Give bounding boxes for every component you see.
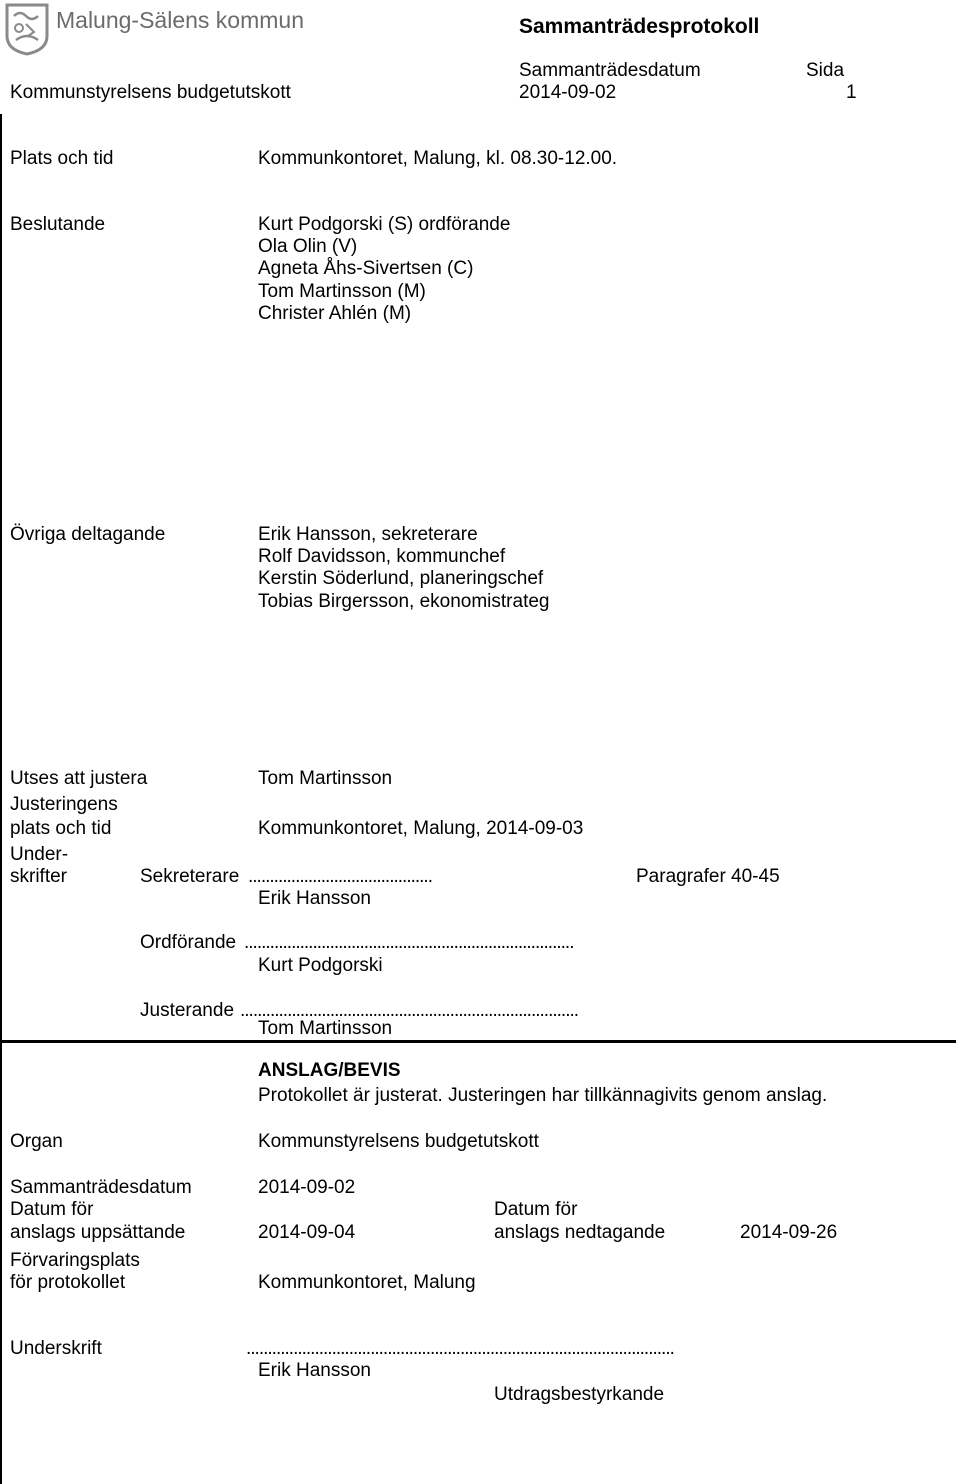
other-participant: Erik Hansson, sekreterare xyxy=(258,524,478,545)
adjuster-signature-line: ............................................................................... xyxy=(240,1000,579,1021)
adjuster-sign-label: Justerande xyxy=(140,1000,235,1021)
paragraphs-range: Paragrafer 40-45 xyxy=(636,866,780,887)
deciding-member: Ola Olin (V) xyxy=(258,236,358,257)
adjuster-label: Utses att justera xyxy=(10,768,148,789)
notice-heading: ANSLAG/BEVIS xyxy=(258,1060,401,1081)
notice-divider xyxy=(2,1040,956,1043)
removal-date-label: Datum för xyxy=(494,1199,578,1220)
meeting-date-label: Sammanträdesdatum xyxy=(519,60,701,81)
posting-date-value: 2014-09-04 xyxy=(258,1222,356,1243)
chair-label: Ordförande xyxy=(140,932,237,953)
chair-signature-line: ............................................................................. xyxy=(244,932,574,953)
certifier-label: Utdragsbestyrkande xyxy=(494,1384,665,1405)
notice-meeting-date-label: Sammanträdesdatum xyxy=(10,1177,192,1198)
meeting-date-value: 2014-09-02 xyxy=(519,82,617,103)
signature-name: Erik Hansson xyxy=(258,1360,371,1381)
other-participant: Rolf Davidsson, kommunchef xyxy=(258,546,506,567)
page-number: 1 xyxy=(846,82,857,103)
deciding-member: Kurt Podgorski (S) ordförande xyxy=(258,214,511,235)
organ-label: Organ xyxy=(10,1131,63,1152)
posting-date-label: Datum för xyxy=(10,1199,94,1220)
deciding-label: Beslutande xyxy=(10,214,106,235)
storage-label: för protokollet xyxy=(10,1272,126,1293)
place-time-value: Kommunkontoret, Malung, kl. 08.30-12.00. xyxy=(258,148,618,169)
deciding-member: Tom Martinsson (M) xyxy=(258,281,426,302)
document-title: Sammanträdesprotokoll xyxy=(519,15,760,38)
secretary-name: Erik Hansson xyxy=(258,888,371,909)
adjust-place-label: plats och tid xyxy=(10,818,112,839)
signature-label: Underskrift xyxy=(10,1338,102,1359)
deciding-member: Christer Ahlén (M) xyxy=(258,303,412,324)
municipality-name: Malung-Sälens kommun xyxy=(56,7,305,33)
posting-date-label: anslags uppsättande xyxy=(10,1222,186,1243)
secretary-signature-line: ........................................... xyxy=(248,866,432,887)
page-label: Sida xyxy=(806,60,845,81)
adjust-place-label: Justeringens xyxy=(10,794,118,815)
left-margin-rule xyxy=(0,114,2,1484)
removal-date-label: anslags nedtagande xyxy=(494,1222,666,1243)
storage-value: Kommunkontoret, Malung xyxy=(258,1272,476,1293)
adjuster-value: Tom Martinsson xyxy=(258,768,393,789)
deciding-member: Agneta Åhs-Sivertsen (C) xyxy=(258,258,474,279)
secretary-label: Sekreterare xyxy=(140,866,240,887)
other-participant: Kerstin Söderlund, planeringschef xyxy=(258,568,544,589)
notice-text: Protokollet är justerat. Justeringen har tillkännagivits genom anslag. xyxy=(258,1085,828,1106)
other-participant: Tobias Birgersson, ekonomistrateg xyxy=(258,591,550,612)
place-time-label: Plats och tid xyxy=(10,148,114,169)
signatures-label: skrifter xyxy=(10,866,67,887)
municipality-logo-icon xyxy=(4,2,50,56)
signatures-label: Under- xyxy=(10,844,69,865)
adjuster-sign-name: Tom Martinsson xyxy=(258,1018,393,1039)
organ-value: Kommunstyrelsens budgetutskott xyxy=(258,1131,539,1152)
chair-name: Kurt Podgorski xyxy=(258,955,383,976)
removal-date-value: 2014-09-26 xyxy=(740,1222,838,1243)
adjust-place-value: Kommunkontoret, Malung, 2014-09-03 xyxy=(258,818,584,839)
signature-line: .................................................................................................... xyxy=(246,1338,674,1359)
storage-label: Förvaringsplats xyxy=(10,1250,140,1271)
committee-name: Kommunstyrelsens budgetutskott xyxy=(10,82,291,103)
others-label: Övriga deltagande xyxy=(10,524,166,545)
notice-meeting-date-value: 2014-09-02 xyxy=(258,1177,356,1198)
